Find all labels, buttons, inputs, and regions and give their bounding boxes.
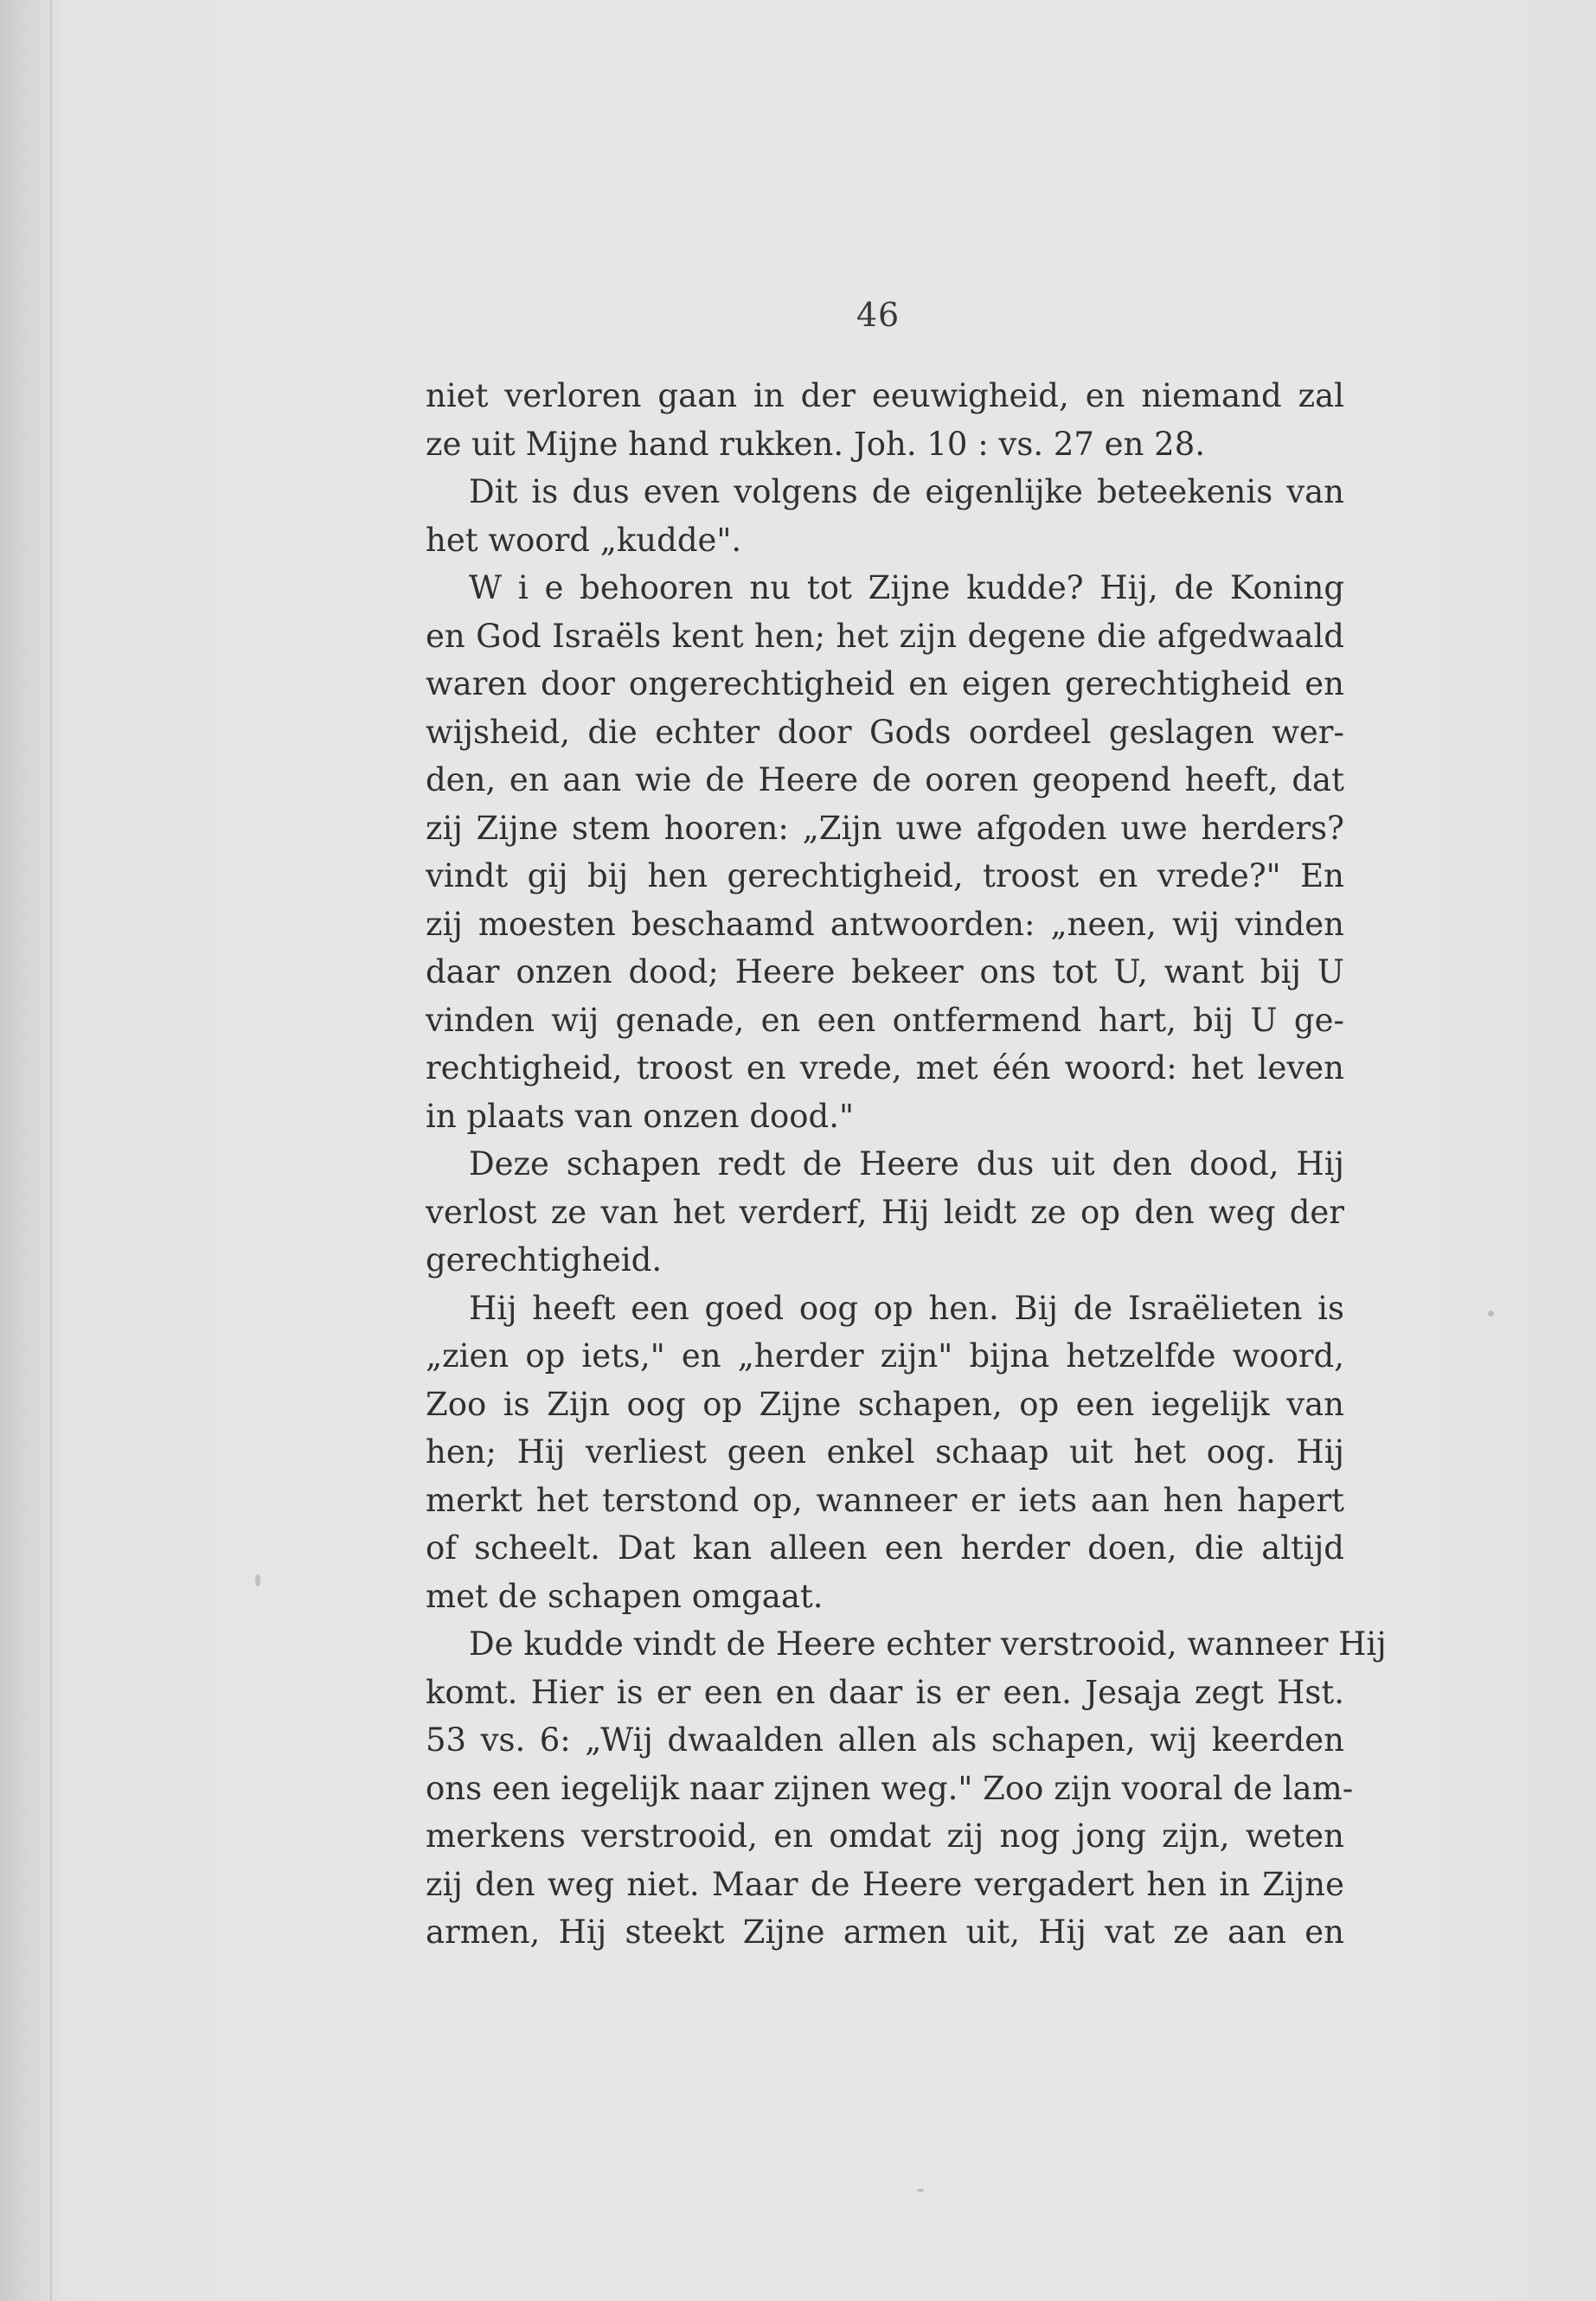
text-line: vinden wij genade, en een ontfermend hart, bij U ge-	[426, 1001, 1344, 1039]
text-line: den, en aan wie de Heere de ooren geopend heeft, dat	[426, 761, 1344, 798]
text-line: zij moesten beschaamd antwoorden: „neen, wij vinden	[426, 905, 1344, 943]
text-line: hen; Hij verliest geen enkel schaap uit het oog. Hij	[426, 1433, 1344, 1471]
paper-speck	[917, 2189, 924, 2192]
text-line: met de schapen omgaat.	[426, 1577, 824, 1615]
text-line: wijsheid, die echter door Gods oordeel geslagen wer-	[426, 713, 1344, 751]
text-line: vindt gij bij hen gerechtigheid, troost en vrede?" En	[426, 857, 1344, 894]
text-line: in plaats van onzen dood."	[426, 1097, 855, 1135]
text-line: W i e behooren nu tot Zijne kudde? Hij, de Koning	[469, 569, 1344, 606]
text-line: merkens verstrooid, en omdat zij nog jong zijn, weten	[426, 1817, 1344, 1855]
text-line: armen, Hij steekt Zijne armen uit, Hij vat ze aan en	[426, 1913, 1344, 1951]
text-line: het woord „kudde".	[426, 521, 742, 559]
text-line: „zien op iets," en „herder zijn" bijna hetzelfde woord,	[426, 1337, 1344, 1375]
text-line: merkt het terstond op, wanneer er iets aan hen hapert	[426, 1481, 1344, 1519]
text-line: 53 vs. 6: „Wij dwaalden allen als schapen, wij keerden	[426, 1721, 1344, 1759]
text-line: gerechtigheid.	[426, 1241, 663, 1279]
text-line: niet verloren gaan in der eeuwigheid, en niemand zal	[426, 377, 1344, 414]
paper-speck	[1488, 1311, 1494, 1317]
text-line: De kudde vindt de Heere echter verstrooid, wanneer Hij	[469, 1625, 1387, 1663]
text-line: ons een iegelijk naar zijnen weg." Zoo zijn vooral de lam-	[426, 1769, 1354, 1807]
text-line: rechtigheid, troost en vrede, met één woord: het leven	[426, 1049, 1344, 1086]
text-line: zij Zijne stem hooren: „Zijn uwe afgoden uwe herders?	[426, 809, 1344, 847]
text-line: daar onzen dood; Heere bekeer ons tot U, want bij U	[426, 953, 1344, 990]
page-number: 46	[856, 296, 901, 334]
text-line: verlost ze van het verderf, Hij leidt ze op den weg der	[426, 1193, 1344, 1231]
binding-gutter	[50, 0, 52, 2301]
text-line: komt. Hier is er een en daar is er een. Jesaja zegt Hst.	[426, 1673, 1344, 1711]
text-line: waren door ongerechtigheid en eigen gerechtigheid en	[426, 665, 1344, 702]
text-line: zij den weg niet. Maar de Heere vergadert hen in Zijne	[426, 1865, 1344, 1903]
text-line: Hij heeft een goed oog op hen. Bij de Israëlieten is	[469, 1289, 1344, 1327]
text-line: Zoo is Zijn oog op Zijne schapen, op een iegelijk van	[426, 1385, 1344, 1423]
text-line: of scheelt. Dat kan alleen een herder doen, die altijd	[426, 1529, 1344, 1567]
text-line: Deze schapen redt de Heere dus uit den dood, Hij	[469, 1145, 1344, 1183]
text-line: en God Israëls kent hen; het zijn degene die afgedwaald	[426, 617, 1344, 655]
paper-speck	[255, 1574, 260, 1586]
text-line: Dit is dus even volgens de eigenlijke beteekenis van	[469, 473, 1344, 510]
body-text	[426, 372, 1387, 1957]
text-line: ze uit Mijne hand rukken. Joh. 10 : vs. 27 en 28.	[426, 425, 1206, 463]
